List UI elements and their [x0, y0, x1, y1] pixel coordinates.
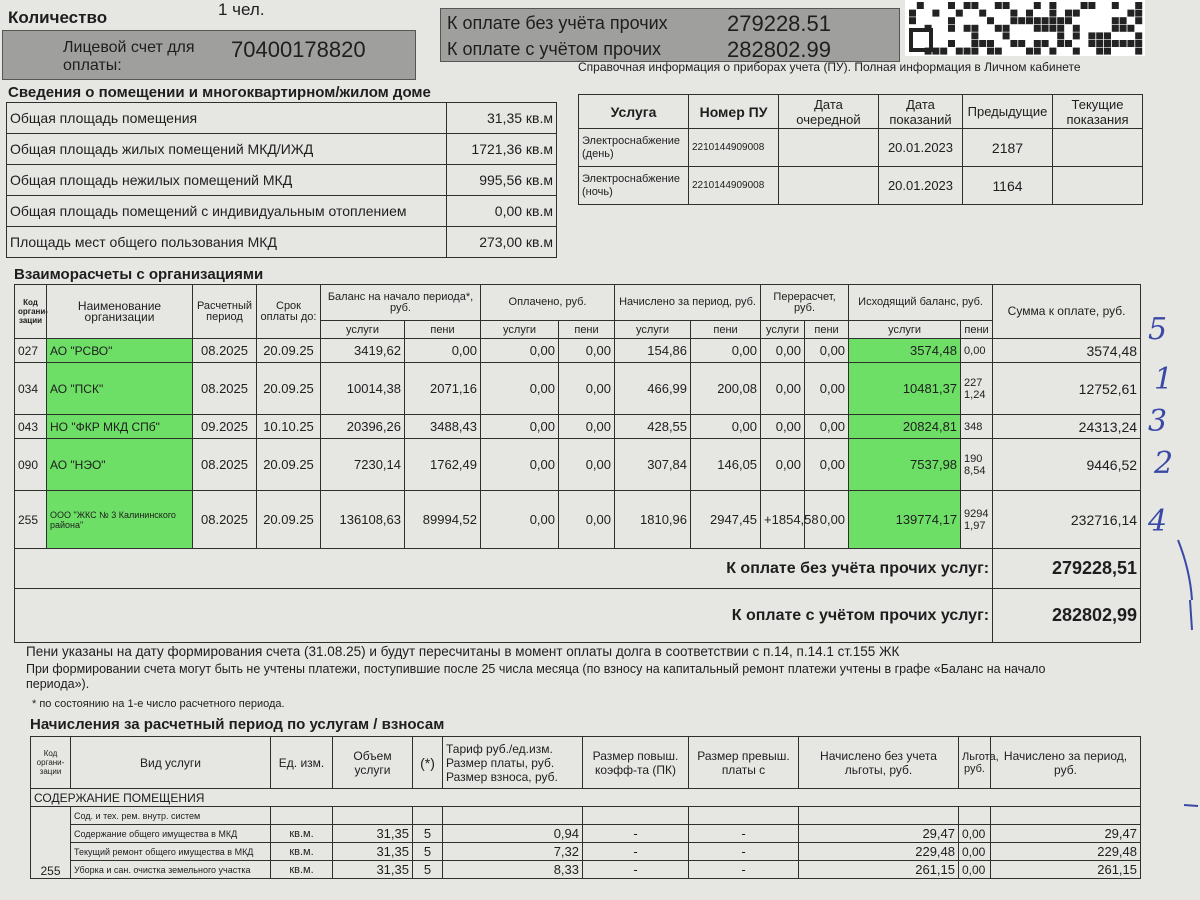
premises-row — [7, 134, 557, 165]
settlement-row — [15, 339, 1141, 363]
st-rc-s: 0,00 — [761, 339, 805, 363]
st-h-peni: пени — [559, 321, 615, 339]
st-bal-s: 136108,63 — [321, 491, 405, 549]
st-out-s: 7537,98 — [849, 439, 961, 491]
st-paid-p: 0,00 — [559, 415, 615, 439]
meters-h-date: Дата показаний — [879, 95, 963, 129]
settlements-title: Взаиморасчеты с организациями — [14, 266, 264, 283]
ch-tariff: 8,33 — [443, 861, 583, 879]
st-bal-s: 7230,14 — [321, 439, 405, 491]
premises-row — [7, 227, 557, 258]
ch-raise: - — [583, 825, 689, 843]
st-bal-s: 3419,62 — [321, 339, 405, 363]
st-h-org: Наименование организации — [47, 285, 193, 339]
st-rc-s: +1854,58 — [761, 491, 805, 549]
pay-without-label: К оплате без учёта прочих — [447, 13, 668, 33]
ch-h-star: (*) — [413, 737, 443, 789]
st-bal-p: 1762,49 — [405, 439, 481, 491]
st-period: 09.2025 — [193, 415, 257, 439]
ch-unit — [271, 807, 333, 825]
settlement-row — [15, 363, 1141, 415]
st-out-p: 348 — [961, 415, 993, 439]
st-out-s: 139774,17 — [849, 491, 961, 549]
st-paid-s: 0,00 — [481, 339, 559, 363]
st-sum: 3574,48 — [993, 339, 1141, 363]
ch-excess: - — [689, 825, 799, 843]
meter-service: Электроснабжение (ночь) — [579, 167, 689, 205]
st-out-p: 0,00 — [961, 339, 993, 363]
ch-h-raise: Размер повыш. коэфф-та (ПК) — [583, 737, 689, 789]
ch-star — [413, 807, 443, 825]
st-org: АО "ПСК" — [47, 363, 193, 415]
charge-row — [31, 807, 1141, 825]
settlements-table — [14, 284, 1141, 643]
st-out-p: 2271,24 — [961, 363, 993, 415]
premises-label: Общая площадь нежилых помещений МКД — [7, 165, 447, 196]
ch-kind: Уборка и сан. очистка земельного участка — [71, 861, 271, 879]
st-period: 08.2025 — [193, 339, 257, 363]
st-h-balance: Баланс на начало периода*, руб. — [321, 285, 481, 321]
premises-row — [7, 196, 557, 227]
settlement-row — [15, 439, 1141, 491]
meter-current — [1053, 129, 1143, 167]
st-out-s: 3574,48 — [849, 339, 961, 363]
st-rc-s: 0,00 — [761, 439, 805, 491]
st-out-p: 92941,97 — [961, 491, 993, 549]
st-h-period: Расчетный период — [193, 285, 257, 339]
meter-next-date — [779, 129, 879, 167]
premises-table — [6, 102, 557, 258]
st-org: АО "РСВО" — [47, 339, 193, 363]
st-bal-s: 20396,26 — [321, 415, 405, 439]
ch-nobenefit: 261,15 — [799, 861, 959, 879]
pay-summary-box — [440, 8, 900, 62]
st-rc-s: 0,00 — [761, 363, 805, 415]
ch-total — [991, 807, 1141, 825]
ch-tariff — [443, 807, 583, 825]
meter-previous: 1164 — [963, 167, 1053, 205]
ch-section-title: СОДЕРЖАНИЕ ПОМЕЩЕНИЯ — [31, 789, 1141, 807]
st-ch-s: 466,99 — [615, 363, 691, 415]
ch-nobenefit: 229,48 — [799, 843, 959, 861]
ch-h-tariff: Тариф руб./ед.изм. Размер платы, руб. Размер взноса, руб. — [443, 737, 583, 789]
st-paid-s: 0,00 — [481, 415, 559, 439]
st-h-due: Срок оплаты до: — [257, 285, 321, 339]
st-bal-p: 89994,52 — [405, 491, 481, 549]
st-h-peni: пени — [961, 321, 993, 339]
meters-h-curr: Текущие показания — [1053, 95, 1143, 129]
st-sum: 9446,52 — [993, 439, 1141, 491]
st-rc-p: 0,00 — [805, 415, 849, 439]
pay-with-label: К оплате с учётом прочих — [447, 39, 662, 59]
st-h-services: услуги — [615, 321, 691, 339]
settlement-row — [15, 415, 1141, 439]
ch-benefit: 0,00 — [959, 861, 991, 879]
st-code: 090 — [15, 439, 47, 491]
st-sum: 24313,24 — [993, 415, 1141, 439]
ch-nobenefit — [799, 807, 959, 825]
st-total-with-value: 282802,99 — [993, 589, 1141, 643]
ch-h-nobenefit: Начислено без учета льготы, руб. — [799, 737, 959, 789]
st-h-paid: Оплачено, руб. — [481, 285, 615, 321]
st-ch-p: 0,00 — [691, 415, 761, 439]
ch-h-benefit: Льгота, руб. — [959, 737, 991, 789]
st-period: 08.2025 — [193, 439, 257, 491]
premises-label: Общая площадь помещений с индивидуальным отоплением — [7, 196, 447, 227]
ch-unit: кв.м. — [271, 843, 333, 861]
account-number: 70400178820 — [231, 37, 366, 62]
pay-with-value: 282802.99 — [727, 37, 831, 62]
meters-h-prev: Предыдущие — [963, 95, 1053, 129]
st-h-services: услуги — [849, 321, 961, 339]
meters-row — [579, 167, 1143, 205]
premises-value: 1721,36 кв.м — [447, 134, 557, 165]
st-paid-p: 0,00 — [559, 491, 615, 549]
premises-label: Общая площадь жилых помещений МКД/ИЖД — [7, 134, 447, 165]
ch-h-excess: Размер превыш. платы с — [689, 737, 799, 789]
premises-value: 31,35 кв.м — [447, 103, 557, 134]
meter-service: Электроснабжение (день) — [579, 129, 689, 167]
st-total-without-value: 279228,51 — [993, 549, 1141, 589]
ch-benefit: 0,00 — [959, 843, 991, 861]
ch-kind: Сод. и тех. рем. внутр. систем — [71, 807, 271, 825]
ch-volume — [333, 807, 413, 825]
ch-unit: кв.м. — [271, 825, 333, 843]
meters-h-service: Услуга — [579, 95, 689, 129]
st-due: 20.09.25 — [257, 339, 321, 363]
ch-kind: Текущий ремонт общего имущества в МКД — [71, 843, 271, 861]
handwritten-number: 2 — [1154, 446, 1174, 481]
ch-org-code: 255 — [31, 807, 71, 879]
st-h-services: услуги — [481, 321, 559, 339]
st-bal-p: 2071,16 — [405, 363, 481, 415]
pay-without-value: 279228.51 — [727, 11, 831, 36]
note-payments: При формировании счета могут быть не учтены платежи, поступившие после 25 числа месяца (по взносу на капитальный ремонт платежи учтены в графе «Баланс на начало периода»). — [26, 662, 1046, 691]
st-h-code: Код органи-зации — [15, 285, 47, 339]
st-rc-p: 0,00 — [805, 491, 849, 549]
ch-benefit — [959, 807, 991, 825]
st-h-sum: Сумма к оплате, руб. — [993, 285, 1141, 339]
ch-excess — [689, 807, 799, 825]
st-h-peni: пени — [405, 321, 481, 339]
charges-table — [30, 736, 1141, 879]
st-total-with-label: К оплате с учётом прочих услуг: — [15, 589, 993, 643]
meter-number: 2210144909008 — [689, 167, 779, 205]
ch-raise: - — [583, 843, 689, 861]
meters-h-next: Дата очередной — [779, 95, 879, 129]
premises-value: 273,00 кв.м — [447, 227, 557, 258]
st-ch-p: 2947,45 — [691, 491, 761, 549]
st-h-peni: пени — [805, 321, 849, 339]
charges-title: Начисления за расчетный период по услугам / взносам — [30, 716, 445, 733]
premises-title: Сведения о помещении и многоквартирном/жилом доме — [8, 84, 431, 101]
st-out-s: 20824,81 — [849, 415, 961, 439]
st-code: 043 — [15, 415, 47, 439]
ch-tariff: 0,94 — [443, 825, 583, 843]
st-rc-p: 0,00 — [805, 439, 849, 491]
st-ch-s: 1810,96 — [615, 491, 691, 549]
ch-total: 229,48 — [991, 843, 1141, 861]
handwritten-number: 1 — [1154, 362, 1174, 397]
ch-raise: - — [583, 861, 689, 879]
meters-title: Справочная информация о приборах учета (ПУ). Полная информация в Личном кабинете — [578, 60, 1081, 74]
meter-reading-date: 20.01.2023 — [879, 129, 963, 167]
st-ch-p: 0,00 — [691, 339, 761, 363]
ch-kind: Содержание общего имущества в МКД — [71, 825, 271, 843]
st-org: АО "НЭО" — [47, 439, 193, 491]
st-due: 20.09.25 — [257, 363, 321, 415]
st-ch-s: 428,55 — [615, 415, 691, 439]
st-total-without-label: К оплате без учёта прочих услуг: — [15, 549, 993, 589]
meter-current — [1053, 167, 1143, 205]
ch-star: 5 — [413, 825, 443, 843]
ch-h-volume: Объем услуги — [333, 737, 413, 789]
st-h-outgoing: Исходящий баланс, руб. — [849, 285, 993, 321]
st-due: 20.09.25 — [257, 491, 321, 549]
charge-row — [31, 861, 1141, 879]
st-org: НО "ФКР МКД СПб" — [47, 415, 193, 439]
st-paid-s: 0,00 — [481, 439, 559, 491]
st-h-services: услуги — [321, 321, 405, 339]
ch-excess: - — [689, 861, 799, 879]
st-period: 08.2025 — [193, 363, 257, 415]
st-rc-s: 0,00 — [761, 415, 805, 439]
st-org: ООО "ЖКС № 3 Калининского района" — [47, 491, 193, 549]
ch-volume: 31,35 — [333, 825, 413, 843]
st-paid-s: 0,00 — [481, 491, 559, 549]
st-bal-p: 0,00 — [405, 339, 481, 363]
ch-tariff: 7,32 — [443, 843, 583, 861]
premises-value: 0,00 кв.м — [447, 196, 557, 227]
ch-benefit: 0,00 — [959, 825, 991, 843]
charge-row — [31, 825, 1141, 843]
st-ch-s: 154,86 — [615, 339, 691, 363]
ch-h-code: Код органи-зации — [31, 737, 71, 789]
ch-h-unit: Ед. изм. — [271, 737, 333, 789]
meters-h-number: Номер ПУ — [689, 95, 779, 129]
st-ch-s: 307,84 — [615, 439, 691, 491]
st-code: 027 — [15, 339, 47, 363]
st-sum: 232716,14 — [993, 491, 1141, 549]
st-period: 08.2025 — [193, 491, 257, 549]
qr-code-image — [905, 0, 1145, 56]
premises-label: Площадь мест общего пользования МКД — [7, 227, 447, 258]
st-sum: 12752,61 — [993, 363, 1141, 415]
ch-excess: - — [689, 843, 799, 861]
ch-h-kind: Вид услуги — [71, 737, 271, 789]
st-bal-p: 3488,43 — [405, 415, 481, 439]
st-code: 255 — [15, 491, 47, 549]
st-h-services: услуги — [761, 321, 805, 339]
ch-volume: 31,35 — [333, 843, 413, 861]
ch-volume: 31,35 — [333, 861, 413, 879]
st-due: 20.09.25 — [257, 439, 321, 491]
settlement-row — [15, 491, 1141, 549]
st-ch-p: 146,05 — [691, 439, 761, 491]
meter-next-date — [779, 167, 879, 205]
note-peni: Пени указаны на дату формирования счета (31.08.25) и будут пересчитаны в момент оплаты долга в соответствии с п.14, п.14.1 ст.155 ЖК — [26, 644, 900, 659]
ch-total: 261,15 — [991, 861, 1141, 879]
st-out-s: 10481,37 — [849, 363, 961, 415]
count-label: Количество — [8, 8, 108, 27]
ch-nobenefit: 29,47 — [799, 825, 959, 843]
st-h-peni: пени — [691, 321, 761, 339]
st-ch-p: 200,08 — [691, 363, 761, 415]
st-paid-p: 0,00 — [559, 439, 615, 491]
premises-label: Общая площадь помещения — [7, 103, 447, 134]
meter-reading-date: 20.01.2023 — [879, 167, 963, 205]
st-rc-p: 0,00 — [805, 363, 849, 415]
premises-row — [7, 103, 557, 134]
premises-value: 995,56 кв.м — [447, 165, 557, 196]
ch-h-total: Начислено за период, руб. — [991, 737, 1141, 789]
note-asterisk: * по состоянию на 1-е число расчетного периода. — [32, 698, 285, 710]
st-paid-p: 0,00 — [559, 339, 615, 363]
st-out-p: 1908,54 — [961, 439, 993, 491]
handwritten-number: 5 — [1148, 312, 1168, 347]
st-bal-s: 10014,38 — [321, 363, 405, 415]
meter-previous: 2187 — [963, 129, 1053, 167]
st-due: 10.10.25 — [257, 415, 321, 439]
account-box — [2, 30, 416, 80]
ch-raise — [583, 807, 689, 825]
st-rc-p: 0,00 — [805, 339, 849, 363]
st-paid-p: 0,00 — [559, 363, 615, 415]
meter-number: 2210144909008 — [689, 129, 779, 167]
handwritten-strokes — [1170, 520, 1200, 820]
ch-unit: кв.м. — [271, 861, 333, 879]
charge-row — [31, 843, 1141, 861]
st-paid-s: 0,00 — [481, 363, 559, 415]
ch-star: 5 — [413, 861, 443, 879]
account-label: Лицевой счет для оплаты: — [63, 39, 195, 74]
meters-table — [578, 94, 1143, 205]
st-h-charged: Начислено за период, руб. — [615, 285, 761, 321]
meters-row — [579, 129, 1143, 167]
ch-star: 5 — [413, 843, 443, 861]
ch-total: 29,47 — [991, 825, 1141, 843]
st-h-recalc: Перерасчет, руб. — [761, 285, 849, 321]
premises-row — [7, 165, 557, 196]
count-value: 1 чел. — [218, 0, 265, 19]
handwritten-number: 3 — [1148, 404, 1168, 439]
st-code: 034 — [15, 363, 47, 415]
handwritten-number: 4 — [1148, 504, 1168, 539]
